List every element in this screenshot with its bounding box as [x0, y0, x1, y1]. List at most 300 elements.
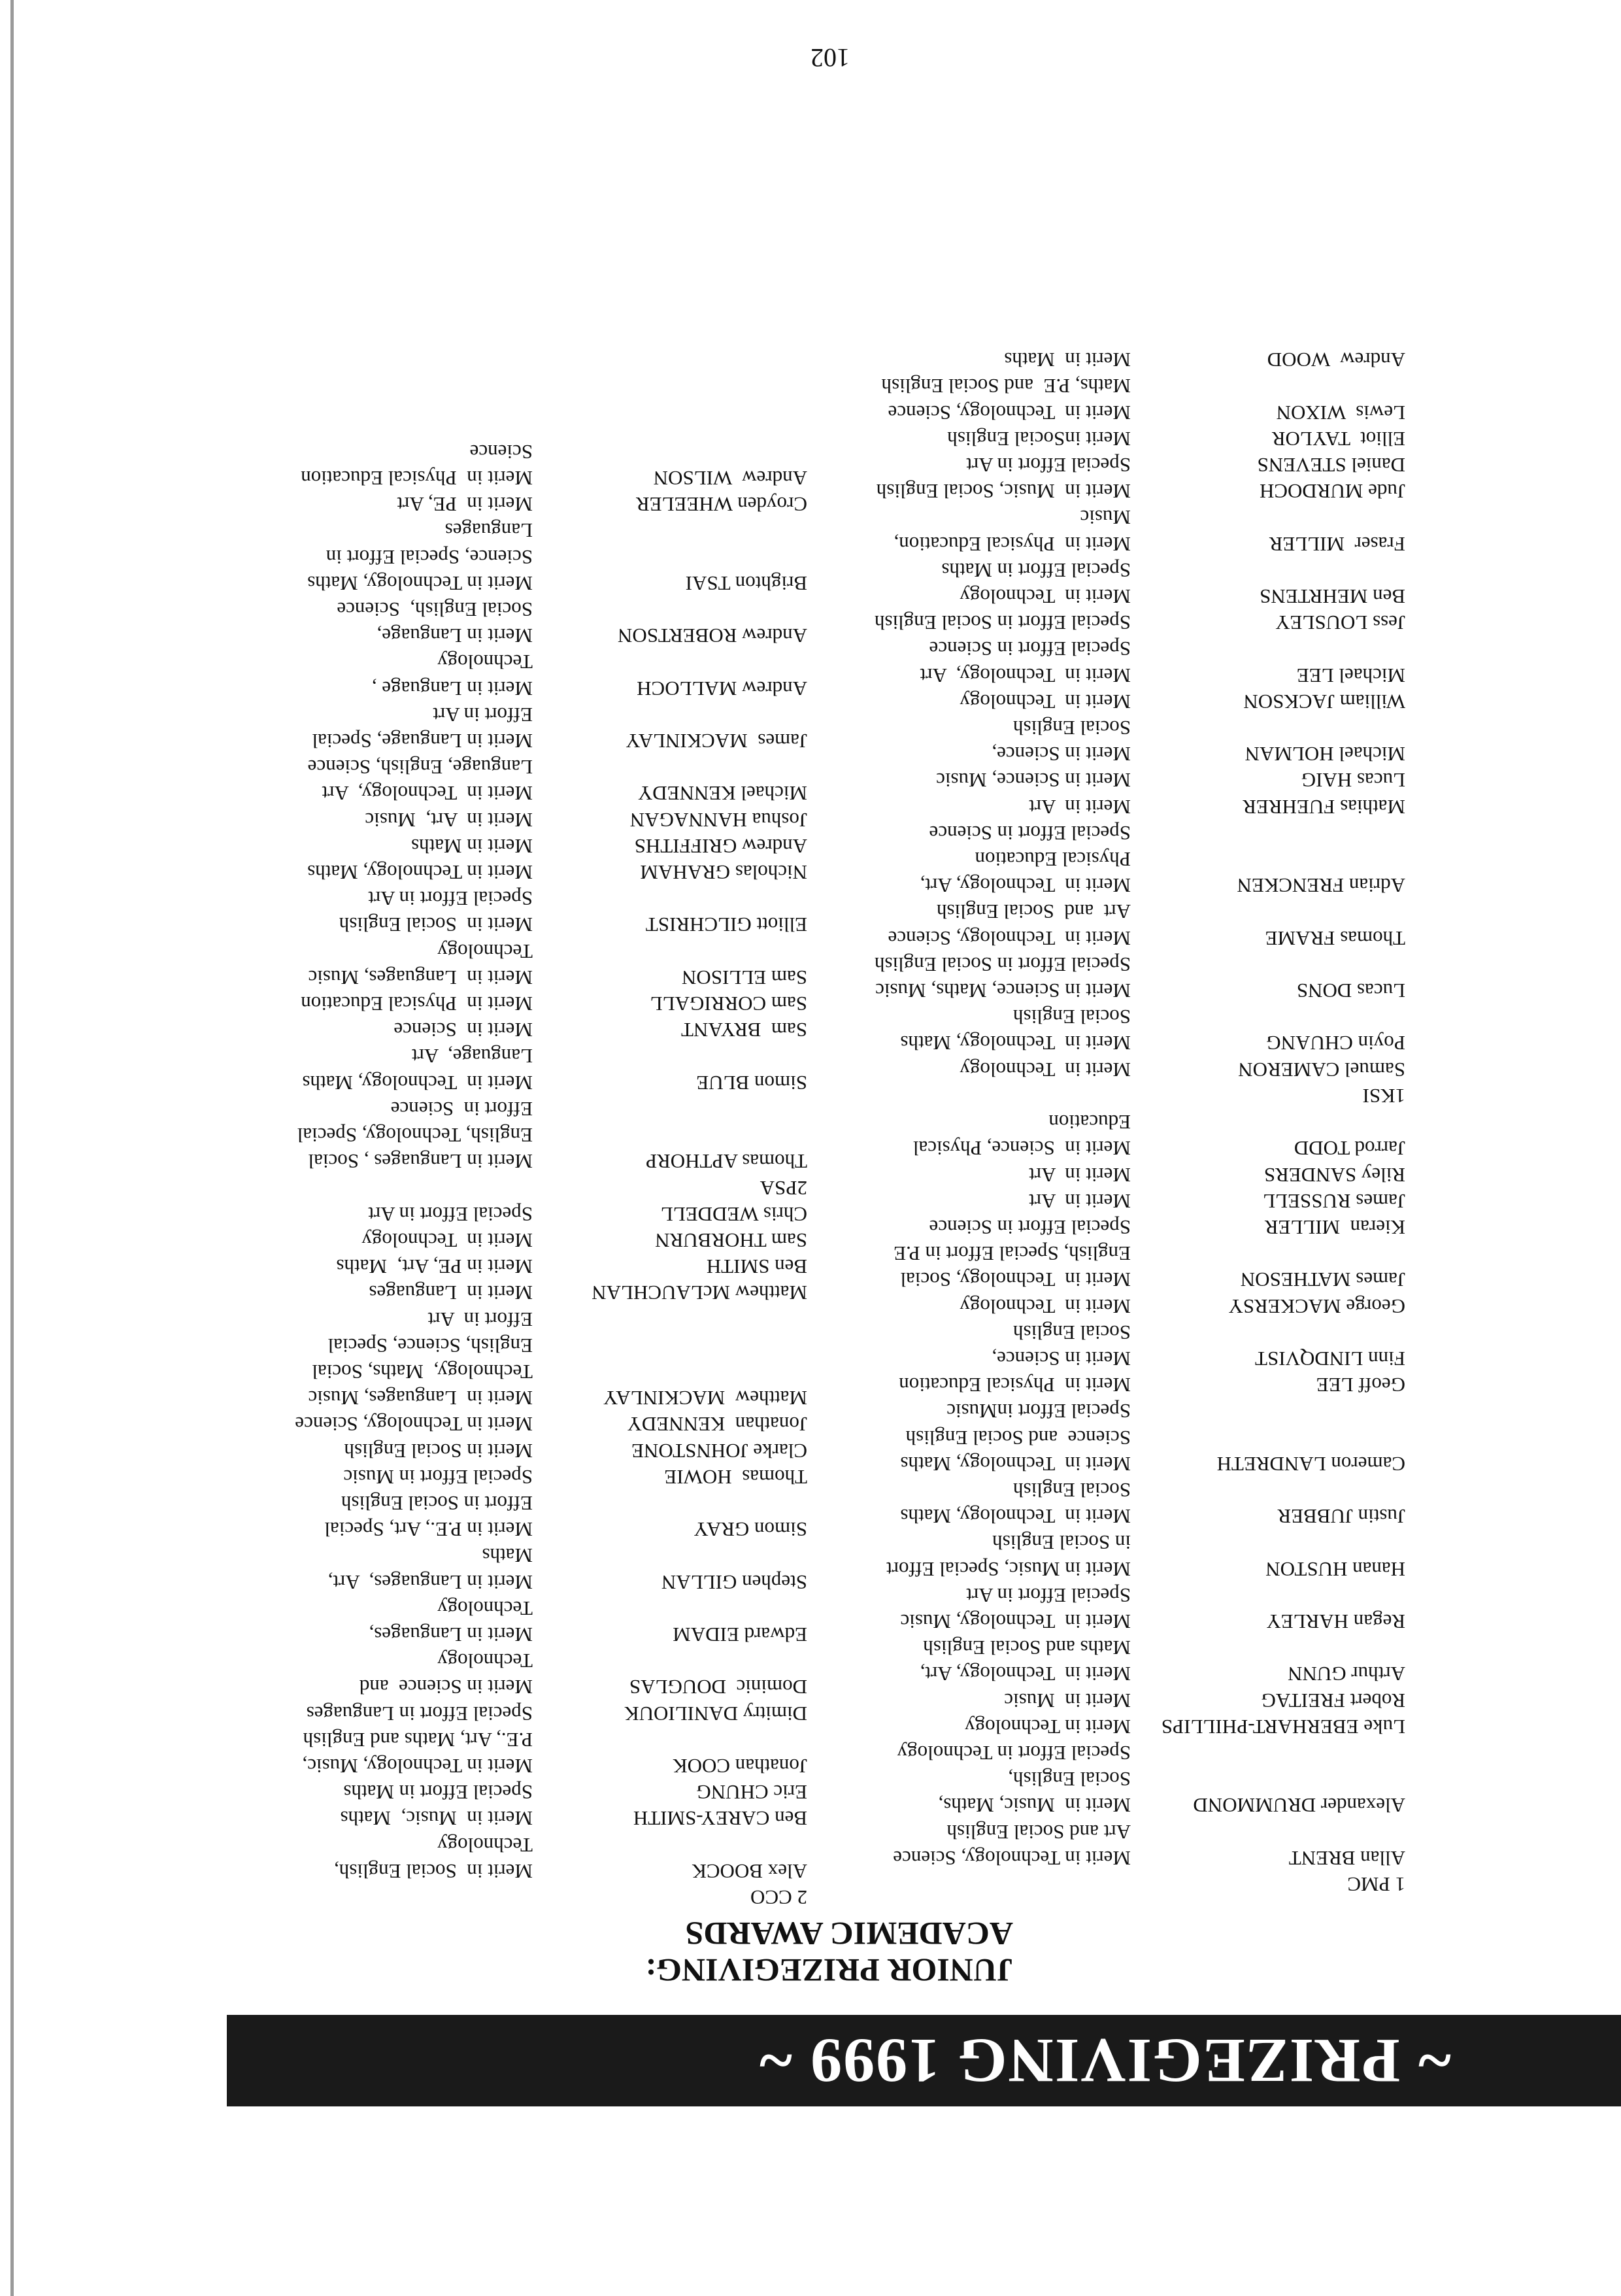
award-row	[154, 465, 807, 491]
award-text: Merit in PE, Art, Maths	[336, 1255, 533, 1279]
award-row	[154, 1674, 807, 1700]
award-text: Merit in Technology, Art	[322, 782, 533, 805]
student-name	[533, 1306, 807, 1332]
student-name	[1131, 1004, 1405, 1030]
award-row	[154, 1516, 807, 1542]
award-row	[154, 1831, 807, 1857]
award-row	[154, 1306, 807, 1332]
student-name	[1131, 557, 1405, 583]
award-text: Technology, Maths, Social	[312, 1360, 533, 1383]
award-row	[765, 1240, 1405, 1266]
award-text: Merit in Language, Special	[312, 730, 533, 753]
award-row	[154, 833, 807, 859]
award-text: Technology	[437, 1649, 533, 1673]
student-name: Dimitry DANILIOUK	[624, 1702, 807, 1725]
award-text: Special Effort in Science	[929, 821, 1131, 845]
award-text: Merit in Technology, Social	[900, 1268, 1131, 1292]
award-row	[765, 662, 1405, 688]
award-row	[154, 964, 807, 990]
award-text: Merit in Physical Education	[301, 467, 533, 490]
student-name: 1KSI	[1362, 1084, 1405, 1107]
award-row	[765, 1687, 1405, 1713]
award-text: Language, Art	[411, 1045, 533, 1068]
award-text: Special Effort in Art	[966, 1583, 1131, 1607]
student-name: Michael LEE	[1296, 664, 1405, 687]
award-text: Special Effort in Science	[929, 637, 1131, 661]
award-text: Merit in Science, Physical	[912, 1137, 1131, 1160]
awards-column-right	[154, 439, 807, 1910]
student-name: Lewis WIXON	[1276, 401, 1405, 424]
award-text: Science	[469, 440, 533, 464]
award-row	[154, 937, 807, 964]
award-text: Merit in Music	[1004, 1689, 1131, 1712]
award-row	[765, 1292, 1405, 1319]
student-name: Croyden WHEELER	[635, 493, 807, 516]
award-row	[154, 1805, 807, 1831]
student-name: 2 CCO	[750, 1886, 807, 1909]
student-name	[1131, 846, 1405, 872]
award-row	[765, 1161, 1405, 1187]
student-name: Michael HOLMAN	[1245, 743, 1405, 766]
award-text: English, Technology, Special	[297, 1124, 533, 1147]
award-text: Merit in Science	[393, 1019, 533, 1042]
student-name	[533, 937, 807, 964]
award-text: Merit in Languages, Music	[308, 1387, 533, 1410]
award-row	[154, 1201, 807, 1227]
student-name	[533, 1096, 807, 1122]
award-row	[765, 1529, 1405, 1555]
award-text: Merit in Music, Maths,	[938, 1794, 1131, 1817]
award-text: Merit in Technology, Science	[893, 1846, 1131, 1870]
student-name	[1131, 1634, 1405, 1661]
student-name	[533, 517, 807, 543]
student-name: Jonathan KENNEDY	[627, 1413, 807, 1436]
student-name	[533, 1122, 807, 1148]
student-name: Jude MURDOCH	[1259, 480, 1405, 503]
award-row	[154, 1017, 807, 1043]
student-name: Andrew MALLOCH	[637, 677, 807, 700]
award-text: Merit in Technology, Maths	[307, 571, 533, 595]
award-text: Merit in Art	[1029, 1189, 1131, 1213]
student-name: Thomas FRAME	[1265, 926, 1405, 950]
student-name: Joshua HANNAGAN	[629, 808, 807, 832]
student-name: Edward EIDAM	[673, 1623, 807, 1646]
award-row	[765, 1477, 1405, 1503]
award-text: Social English	[1013, 1005, 1131, 1029]
student-name	[533, 649, 807, 675]
student-name	[1131, 1529, 1405, 1555]
award-text: Merit in Maths	[411, 834, 533, 858]
student-name: Dominic DOUGLAS	[629, 1676, 807, 1699]
student-name: Sam CORRIGALL	[650, 992, 807, 1016]
award-row	[765, 530, 1405, 556]
student-name: Luke EBERHART-PHILLIPS	[1161, 1715, 1405, 1738]
award-row	[154, 1542, 807, 1568]
student-name: Adrian FRENCKEN	[1237, 874, 1405, 898]
student-name	[533, 885, 807, 911]
student-name: James RUSSELL	[1263, 1189, 1405, 1213]
award-row	[154, 517, 807, 543]
award-row	[154, 1148, 807, 1174]
award-text: Merit in Technology	[960, 1058, 1131, 1081]
award-text: Merit in Technology, Maths	[307, 861, 533, 885]
award-text: Merit in Technology, Science	[888, 926, 1131, 950]
award-row	[765, 1424, 1405, 1450]
award-row	[154, 1490, 807, 1516]
award-row	[765, 872, 1405, 898]
award-row	[765, 1109, 1405, 1135]
award-row	[765, 583, 1405, 609]
award-text: Merit in Technology, Maths	[900, 1505, 1131, 1528]
award-text: Merit in Technology, Maths	[900, 1452, 1131, 1476]
student-name	[1131, 898, 1405, 924]
student-name: Mathias FUEHRER	[1243, 795, 1405, 819]
award-text: Merit in Physical Education	[301, 992, 533, 1016]
award-text: English, Special Effort in P.E	[894, 1242, 1131, 1266]
page-number: 102	[811, 43, 850, 73]
award-row	[765, 1083, 1405, 1109]
award-text: Merit in Maths	[1004, 348, 1131, 372]
award-text: Merit in Art, Music	[365, 808, 533, 832]
award-row	[765, 504, 1405, 530]
award-row	[154, 1727, 807, 1753]
award-row	[765, 399, 1405, 425]
award-text: Merit in Technology, Art,	[920, 1663, 1131, 1686]
award-text: Social English	[1013, 1321, 1131, 1344]
award-row	[765, 1871, 1405, 1897]
student-name	[533, 596, 807, 622]
award-text: Effort in Social English	[341, 1491, 533, 1515]
student-name: James MATHESON	[1240, 1268, 1405, 1292]
student-name: Clarke JOHNSTONE	[631, 1439, 807, 1462]
award-text: Maths and Social English	[923, 1636, 1131, 1660]
award-text: Science and Social English	[905, 1426, 1131, 1449]
award-text: Language, English, Science	[307, 756, 533, 779]
student-name	[533, 1490, 807, 1516]
award-text: English, Science, Special	[327, 1334, 533, 1357]
award-text: Social English, Science	[337, 598, 533, 622]
award-text: Merit in Social English	[344, 1439, 533, 1462]
award-text: Technology	[437, 939, 533, 963]
award-text: Merit in Science,	[992, 1347, 1131, 1370]
award-text: P.E., Art, Maths and English	[303, 1728, 533, 1751]
award-row	[765, 767, 1405, 793]
award-text: Special Effort in Social English	[874, 953, 1131, 976]
student-name: Andrew WOOD	[1267, 348, 1405, 372]
award-row	[154, 1779, 807, 1805]
student-name: Thomas APTHORP	[645, 1150, 807, 1173]
award-text: Technology	[437, 650, 533, 674]
award-text: Education	[1048, 1111, 1131, 1134]
student-name	[1131, 373, 1405, 399]
award-text: Special Effort in Art	[368, 887, 533, 911]
award-row	[765, 1634, 1405, 1661]
student-name	[1131, 820, 1405, 846]
award-row	[765, 924, 1405, 951]
student-name	[1131, 1319, 1405, 1345]
award-row	[765, 1451, 1405, 1477]
student-name	[1131, 635, 1405, 662]
award-row	[154, 728, 807, 754]
award-row	[765, 1398, 1405, 1424]
award-text: Merit in Technology, Art,	[920, 874, 1131, 898]
student-name: Ben MEHRTENS	[1260, 585, 1405, 609]
award-row	[154, 1700, 807, 1726]
student-name: Robert FREITAG	[1261, 1689, 1405, 1712]
award-row	[765, 373, 1405, 399]
student-name: George MACKERSY	[1228, 1294, 1405, 1318]
award-row	[765, 1372, 1405, 1398]
award-row	[765, 1135, 1405, 1161]
award-text: Merit in Technology, Maths	[302, 1071, 533, 1094]
student-name: Fraser MILLER	[1269, 532, 1405, 556]
award-row	[765, 452, 1405, 478]
award-text: Merit in Science,	[992, 743, 1131, 766]
award-text: Merit inSocial English	[947, 427, 1131, 450]
student-name: William JACKSON	[1243, 690, 1405, 713]
student-name: Andrew ROBERTSON	[617, 624, 807, 648]
student-name: Sam BRYANT	[681, 1019, 807, 1042]
student-name: 1 PMC	[1347, 1873, 1405, 1896]
student-name	[1131, 1818, 1405, 1844]
award-text: Special Effort in Art	[966, 454, 1131, 477]
award-row	[765, 1740, 1405, 1766]
student-name	[533, 439, 807, 465]
award-row	[765, 741, 1405, 767]
award-text: Special Effort in Science	[929, 1215, 1131, 1239]
award-row	[765, 1503, 1405, 1529]
student-name: James MACKINLAY	[626, 730, 807, 753]
award-row	[154, 1385, 807, 1411]
student-name	[533, 1647, 807, 1674]
award-row	[154, 570, 807, 596]
student-name: Thomas HOWIE	[664, 1465, 807, 1489]
award-text: Merit in Music, Special Effort	[886, 1557, 1131, 1581]
award-row	[765, 1266, 1405, 1292]
student-name: Jess LOUSLEY	[1275, 611, 1405, 635]
award-row	[154, 622, 807, 649]
award-row	[154, 1568, 807, 1595]
award-row	[154, 911, 807, 937]
award-text: Merit in Technology	[960, 690, 1131, 713]
award-text: Merit in Science, Maths, Music	[875, 979, 1131, 1003]
award-row	[154, 1043, 807, 1069]
student-name: Jonathan COOK	[673, 1754, 807, 1778]
award-row	[154, 701, 807, 728]
award-text: in Social English	[992, 1531, 1131, 1555]
student-name: Daniel STEVENS	[1257, 454, 1405, 477]
award-row	[154, 885, 807, 911]
award-row	[765, 1319, 1405, 1345]
award-text: Merit in Language,	[376, 624, 533, 648]
section-subheading: ACADEMIC AWARDS	[685, 1916, 1013, 1952]
award-text: Merit in Physical Education	[899, 1374, 1131, 1397]
award-row	[765, 846, 1405, 872]
award-row	[154, 1070, 807, 1096]
award-row	[154, 1884, 807, 1910]
award-text: Merit in Technology, Maths	[900, 1032, 1131, 1055]
student-name: Arthur GUNN	[1288, 1663, 1405, 1686]
award-text: Special Effort in Music	[343, 1465, 533, 1489]
student-name	[1131, 1398, 1405, 1424]
award-text: Effort in Art	[427, 1308, 533, 1331]
award-row	[154, 1647, 807, 1674]
award-text: Special Effort in Social English	[874, 611, 1131, 635]
award-row	[765, 820, 1405, 846]
award-text: Merit in Technology	[361, 1228, 533, 1252]
award-text: Technology	[437, 1833, 533, 1857]
award-text: Merit in Technology, Music,	[302, 1754, 533, 1778]
student-name	[1131, 951, 1405, 977]
award-text: Special Effort in Maths	[343, 1781, 533, 1804]
student-name: Simon GRAY	[694, 1518, 807, 1542]
student-name	[1131, 1582, 1405, 1608]
award-text: Merit in Technology	[960, 585, 1131, 609]
award-row	[154, 1174, 807, 1200]
student-name: Cameron LANDRETH	[1216, 1452, 1405, 1476]
award-row	[154, 1621, 807, 1647]
student-name: Lucas HAIG	[1301, 769, 1405, 792]
award-row	[154, 596, 807, 622]
award-text: Merit in Physical Education,	[894, 532, 1131, 556]
award-text: Art and Social English	[936, 900, 1131, 924]
award-row	[154, 1595, 807, 1621]
award-row	[765, 688, 1405, 715]
award-row	[154, 649, 807, 675]
student-name: Nicholas GRAHAM	[640, 861, 807, 885]
award-row	[765, 478, 1405, 504]
student-name: Riley SANDERS	[1263, 1163, 1405, 1187]
student-name: Alex BOOCK	[692, 1859, 807, 1883]
student-name: Andrew WILSON	[653, 467, 807, 490]
award-row	[765, 1345, 1405, 1372]
award-text: Merit in Technology, Art	[920, 664, 1131, 687]
award-row	[765, 1004, 1405, 1030]
award-text: Special Effort in Maths	[941, 558, 1131, 582]
student-name: Samuel CAMERON	[1238, 1058, 1405, 1081]
student-name: Simon BLUE	[696, 1071, 807, 1094]
award-row	[765, 1661, 1405, 1687]
student-name: Sam THORBURN	[655, 1228, 807, 1252]
award-text: Special Effort in Languages	[306, 1702, 533, 1725]
award-row	[154, 1122, 807, 1148]
award-row	[154, 491, 807, 517]
student-name	[1131, 715, 1405, 741]
student-name	[1131, 1424, 1405, 1450]
student-name: 2PSA	[760, 1176, 807, 1200]
award-row	[765, 1582, 1405, 1608]
award-row	[154, 1411, 807, 1437]
award-row	[765, 977, 1405, 1004]
student-name: Andrew GRIFFITHS	[634, 834, 807, 858]
award-text: Merit in Technology, Science	[295, 1413, 533, 1436]
award-text: Social English	[1013, 717, 1131, 740]
award-text: Merit in Social English,	[334, 1859, 533, 1883]
student-name	[1131, 1109, 1405, 1135]
student-name: Regan HARLEY	[1266, 1610, 1405, 1633]
student-name: Michael KENNEDY	[637, 782, 807, 805]
award-text: Merit in Social English	[339, 913, 533, 937]
award-row	[154, 1253, 807, 1279]
award-text: Merit in Science, Music	[936, 769, 1131, 792]
award-row	[154, 754, 807, 780]
student-name	[533, 1542, 807, 1568]
award-text: Merit in Languages	[369, 1281, 533, 1305]
award-text: Merit in Languages,	[369, 1623, 533, 1646]
award-text: Merit in Art	[1029, 1163, 1131, 1187]
award-row	[765, 1056, 1405, 1083]
award-row	[765, 1214, 1405, 1240]
award-text: Social English,	[1008, 1768, 1131, 1791]
student-name	[1131, 1477, 1405, 1503]
student-name: Chris WEDDELL	[660, 1202, 807, 1226]
student-name	[533, 1727, 807, 1753]
award-row	[765, 346, 1405, 373]
award-text: Physical Education	[975, 848, 1131, 871]
awards-column-left	[765, 346, 1405, 1897]
award-row	[154, 1332, 807, 1359]
award-text: Maths	[482, 1544, 533, 1568]
student-name	[533, 1332, 807, 1359]
award-row	[154, 543, 807, 569]
student-name: Matthew McLAUCHLAN	[592, 1281, 807, 1305]
award-row	[765, 1030, 1405, 1056]
award-row	[154, 1858, 807, 1884]
award-row	[765, 1188, 1405, 1214]
student-name: Stephen GILLAN	[661, 1570, 807, 1594]
award-row	[765, 793, 1405, 819]
student-name: Justin JUBBER	[1277, 1505, 1405, 1528]
award-row	[765, 1818, 1405, 1844]
award-text: Merit in Language ,	[371, 677, 533, 700]
student-name: Allan BRENT	[1288, 1846, 1405, 1870]
award-row	[154, 806, 807, 832]
award-row	[154, 439, 807, 465]
student-name	[533, 1831, 807, 1857]
student-name: Geoff LEE	[1316, 1374, 1405, 1397]
student-name	[533, 543, 807, 569]
award-text: Science, Special Effort in	[326, 545, 533, 569]
award-row	[154, 675, 807, 701]
award-text: Effort in Science	[390, 1097, 533, 1121]
student-name: Brighton TSAI	[685, 571, 807, 595]
student-name	[533, 1359, 807, 1385]
student-name: Poyin CHUANG	[1266, 1032, 1405, 1055]
student-name: Elliott GILCHRIST	[645, 913, 807, 937]
award-text: Effort in Art	[433, 703, 533, 726]
award-text: Social English	[1013, 1478, 1131, 1502]
award-text: Music	[1080, 506, 1131, 530]
award-text: Art and Social English	[946, 1820, 1131, 1844]
award-row	[765, 715, 1405, 741]
award-text: Special Effort in Art	[368, 1202, 533, 1226]
student-name: Elliot TAYLOR	[1271, 427, 1405, 450]
award-row	[765, 1555, 1405, 1581]
student-name: Matthew MACKINLAY	[603, 1387, 807, 1410]
student-name: Eric CHUNG	[696, 1781, 807, 1804]
award-row	[154, 780, 807, 806]
award-text: Merit in Art	[1029, 795, 1131, 819]
award-row	[765, 898, 1405, 924]
award-text: Merit in Music, Social English	[876, 480, 1131, 503]
award-row	[154, 859, 807, 885]
award-row	[154, 1464, 807, 1490]
student-name: Kieran MILLER	[1264, 1215, 1405, 1239]
award-row	[765, 1845, 1405, 1871]
title-banner: ~ PRIZEGIVING 1999 ~	[227, 2015, 1621, 2106]
award-text: Merit in Languages, Art,	[327, 1570, 533, 1594]
student-name: Ben CAREY-SMITH	[633, 1807, 807, 1831]
